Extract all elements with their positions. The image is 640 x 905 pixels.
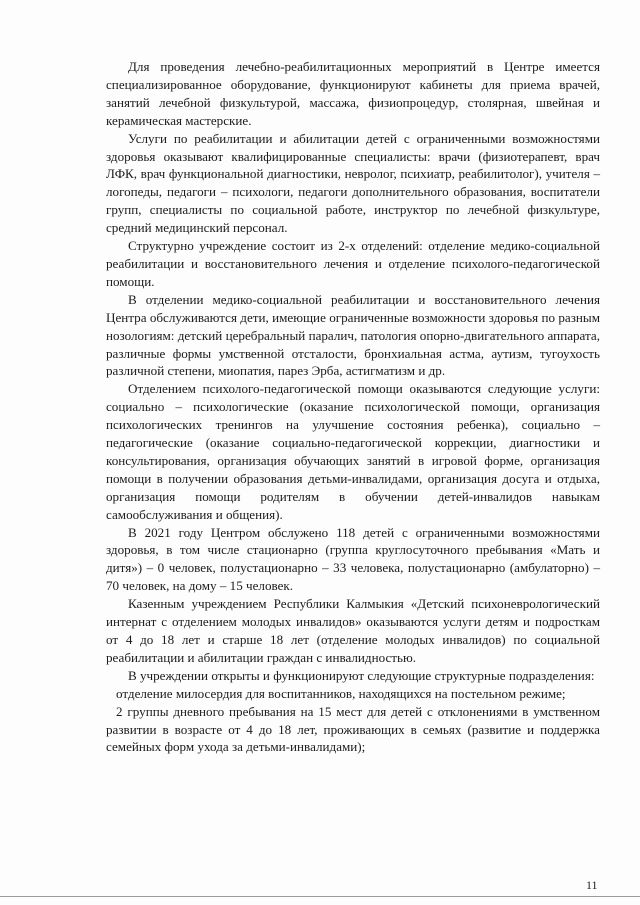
paragraph-equipment: Для проведения лечебно-реабилитационных мероприятий в Центре имеется специализированное оборудование, функционируют кабинеты для приема врачей, занятий лечебной физкультурой, массажа, физиопроцедур, столярная, швейная и керамическая мастерские. xyxy=(106,59,600,128)
paragraph-medical-department: В отделении медико-социальной реабилитации и восстановительного лечения Центра обслуживаются дети, имеющие ограниченные возможности здоровья по разным нозологиям: детский церебральный паралич, патология опорно-двигательного аппарата, различные формы умственной отсталости, бронхиальная астма, аутизм, тугоухость различной степени, миопатия, парез Эрба, астигматизм и др. xyxy=(106,291,600,379)
page-bottom-edge xyxy=(0,896,640,897)
list-item-day-groups: 2 группы дневного пребывания на 15 мест для детей с отклонениями в умственном развитии в возрасте от 4 до 18 лет, проживающих в семьях (развитие и поддержка семейных форм ухода за детьми-инвалидами); xyxy=(106,703,600,755)
paragraph-structure: Структурно учреждение состоит из 2-х отделений: отделение медико-социальной реабилитации и восстановительного лечения и отделение психолого-педагогической помощи. xyxy=(106,238,600,289)
paragraph-internat: Казенным учреждением Республики Калмыкия «Детский психоневрологический интернат с отделением молодых инвалидов» оказываются услуги детям и подросткам от 4 до 18 лет и старше 18 лет (отделение молодых инвалидов) по социальной реабилитации и абилитации граждан с инвалидностью. xyxy=(106,596,600,665)
body-text xyxy=(106,58,600,756)
paragraph-specialists: Услуги по реабилитации и абилитации детей с ограниченными возможностями здоровья оказывают квалифицированные специалисты: врачи (физиотерапевт, врач ЛФК, врач функциональной диагностики, невролог, психиатр, реабилитолог), учителя – логопеды, педагоги – психологи, педагоги дополнительного образования, воспитатели групп, специалисты по социальной работе, инструктор по лечебной физкультуре, средний медицинский персонал. xyxy=(106,130,600,236)
paragraph-subdivisions: В учреждении открыты и функционируют следующие структурные подразделения: xyxy=(128,667,595,683)
list-item-mercy-department: отделение милосердия для воспитанников, находящихся на постельном режиме; xyxy=(116,685,566,701)
page-number: 11 xyxy=(586,878,598,892)
paragraph-psych-department: Отделением психолого-педагогической помощи оказываются следующие услуги: социально – психологические (оказание психологической помощи, организация психологических тренингов на улучшение состояния ребенка), социально – педагогические (оказание социально-педагогической коррекции, диагностики и консультирования, организация обучающих занятий в игровой форме, организация помощи в получении образования детьми-инвалидами, организация досуга и отдыха, организация помощи родителям в обучении детей-инвалидов навыкам самообслуживания и общения). xyxy=(106,381,600,522)
paragraph-statistics-2021: В 2021 году Центром обслужено 118 детей с ограниченными возможностями здоровья, в том числе стационарно (группа круглосуточного пребывания «Мать и дитя») – 0 человек, полустационарно – 33 человека, полустационарно (амбулаторно) – 70 человек, на дому – 15 человек. xyxy=(106,524,600,594)
